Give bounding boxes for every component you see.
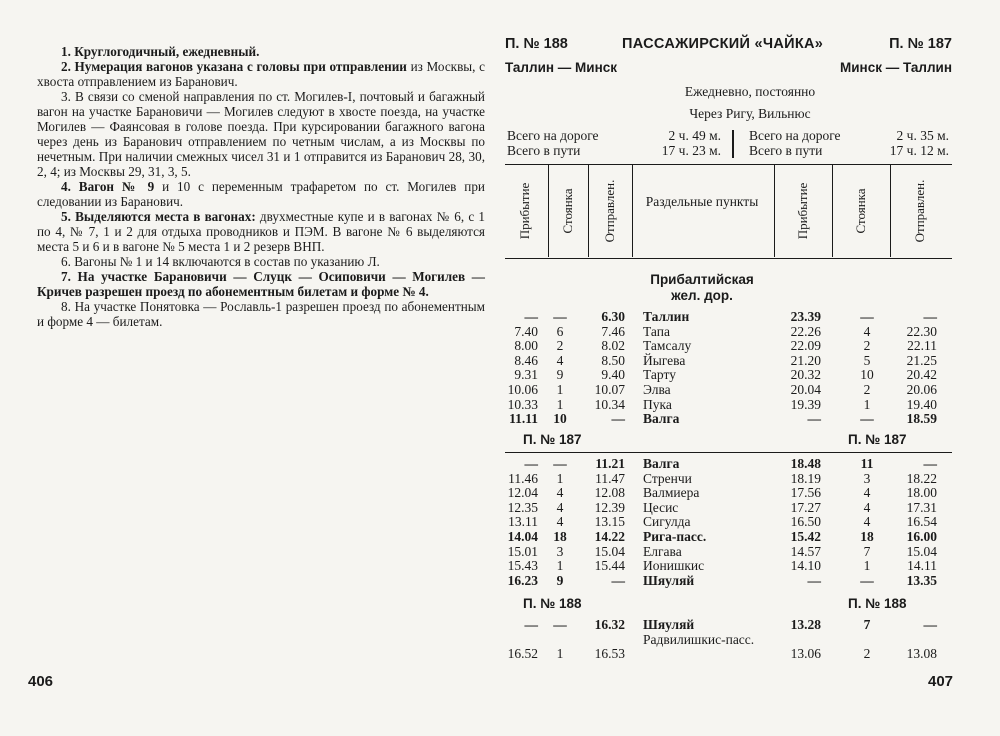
note-3: 3. В связи со сменой направления по ст. Могилев-I, почтовый и багажный вагон на участке Барановичи — Могилев следуют в хвосте поезда, на участке Могилев — Фаянсовая в голове поезда. При курсировании багажного вагона через день из Баранович отправлением по четным числам, а из Москвы по нечетным. При наличии смежных чисел 31 и 1 отправится из Баранович 28, 30, 2, 4; из Москвы 29, 31, 3, 5. bbox=[37, 89, 485, 179]
station-name: Таллин bbox=[643, 309, 690, 324]
column-header-departure-right: Отправлен. bbox=[912, 179, 927, 243]
table-row bbox=[500, 486, 1000, 501]
station-name: Валга bbox=[643, 411, 680, 427]
departure-odd-cell: 14.22 bbox=[594, 528, 625, 544]
station-name: Валмиера bbox=[643, 485, 700, 501]
station-name: Тамсалу bbox=[643, 338, 692, 354]
station-name: Ионишкис bbox=[643, 558, 705, 574]
via-note: Через Ригу, Вильнюс bbox=[689, 106, 811, 121]
departure-odd-cell: — bbox=[611, 572, 625, 588]
stop-odd-cell: 4 bbox=[556, 485, 564, 501]
timetable-block-3 bbox=[500, 618, 1000, 662]
departure-even-cell: 16.54 bbox=[906, 514, 937, 530]
arrival-even-cell: 14.57 bbox=[790, 543, 821, 559]
departure-odd-cell: 13.15 bbox=[594, 514, 625, 530]
table-row bbox=[500, 383, 1000, 398]
table-row bbox=[500, 310, 1000, 325]
column-divider bbox=[632, 165, 633, 257]
arrival-odd-cell: 11.46 bbox=[508, 470, 538, 486]
departure-even-cell: 16.00 bbox=[906, 528, 937, 544]
arrival-odd-cell: 9.31 bbox=[514, 367, 538, 383]
table-row bbox=[500, 339, 1000, 354]
station-name: Рига-пасс. bbox=[643, 528, 707, 544]
travel-time-left: Всего на дороге 2 ч. 49 м. Всего в пути 17 ч. 23 м. bbox=[507, 128, 721, 158]
table-row bbox=[500, 633, 1000, 662]
block-2-rule bbox=[505, 452, 952, 453]
arrival-even-cell: 13.28 bbox=[790, 617, 821, 632]
station-name: Радвилишкис-пасс. bbox=[643, 631, 755, 647]
table-row bbox=[500, 530, 1000, 545]
departure-even-cell: 17.31 bbox=[906, 499, 937, 515]
route-right: Минск — Таллин bbox=[840, 60, 952, 75]
stop-even-cell: 4 bbox=[863, 485, 871, 501]
arrival-even-cell: 15.42 bbox=[790, 528, 821, 544]
note-7: 7. На участке Барановичи — Слуцк — Осиповичи — Могилев — Кричев разрешен проезд по абонементным билетам и форме № 4. bbox=[37, 269, 485, 299]
departure-even-cell: 13.08 bbox=[906, 645, 937, 661]
stop-odd-cell: 2 bbox=[556, 338, 564, 354]
arrival-odd-cell: 10.06 bbox=[507, 381, 538, 397]
arrival-even-cell: 22.26 bbox=[790, 323, 821, 339]
departure-even-cell: 13.35 bbox=[906, 572, 937, 588]
departure-odd-cell: 10.34 bbox=[594, 396, 625, 412]
travel-divider bbox=[732, 130, 734, 158]
arrival-even-cell: 21.20 bbox=[790, 352, 821, 368]
station-name: Шяуляй bbox=[643, 572, 695, 588]
column-divider bbox=[832, 165, 833, 257]
train-number-left: П. № 188 bbox=[505, 36, 568, 52]
departure-even-cell: — bbox=[923, 456, 937, 471]
column-divider bbox=[890, 165, 891, 257]
arrival-odd-cell: — bbox=[524, 617, 538, 632]
departure-even-cell: 18.22 bbox=[906, 470, 937, 486]
table-row bbox=[500, 354, 1000, 369]
arrival-even-cell: — bbox=[807, 411, 821, 427]
stop-odd-cell: 18 bbox=[553, 528, 567, 544]
arrival-odd-cell: 12.35 bbox=[507, 499, 538, 515]
section-title-line-1: Прибалтийская bbox=[650, 272, 754, 287]
table-row bbox=[500, 545, 1000, 560]
column-header-departure-left: Отправлен. bbox=[602, 179, 617, 243]
stop-odd-cell: 4 bbox=[556, 352, 564, 368]
departure-even-cell: — bbox=[923, 617, 937, 632]
stop-even-cell: 2 bbox=[863, 338, 871, 354]
column-divider bbox=[548, 165, 549, 257]
stop-odd-cell: — bbox=[553, 617, 567, 632]
departure-odd-cell: 16.32 bbox=[594, 617, 625, 632]
departure-odd-cell: 11.47 bbox=[595, 470, 625, 486]
arrival-even-cell: 14.10 bbox=[790, 558, 821, 574]
departure-odd-cell: 9.40 bbox=[601, 367, 625, 383]
stop-even-cell: 18 bbox=[860, 528, 874, 544]
arrival-odd-cell: 15.43 bbox=[507, 558, 538, 574]
arrival-odd-cell: — bbox=[524, 309, 538, 324]
table-row bbox=[500, 368, 1000, 383]
stop-even-cell: 10 bbox=[860, 367, 874, 383]
table-row bbox=[500, 325, 1000, 340]
departure-odd-cell: 12.39 bbox=[594, 499, 625, 515]
arrival-even-cell: 19.39 bbox=[790, 396, 821, 412]
stop-odd-cell: 4 bbox=[556, 514, 564, 530]
stop-odd-cell: — bbox=[553, 456, 567, 471]
column-header-stations: Раздельные пункты bbox=[645, 194, 759, 209]
travel-time-right: Всего на дороге 2 ч. 35 м. Всего в пути 17 ч. 12 м. bbox=[749, 128, 949, 158]
page-number-right: 407 bbox=[928, 673, 954, 690]
departure-odd-cell: — bbox=[611, 411, 625, 427]
column-header-stop-left: Стоянка bbox=[560, 188, 575, 234]
stop-even-cell: 1 bbox=[863, 396, 871, 412]
note-5: 5. Выделяются места в вагонах: двухместные купе и в вагонах № 6, с 1 по 4, № 7, 1 и 2 для отдыха проводников и ПЭМ. В вагоне № 6 выделяются места 5 и 6 и в вагоне № 5 места 1 и 2 резерв ВНП. bbox=[37, 209, 485, 254]
stop-odd-cell: 1 bbox=[556, 396, 564, 412]
station-name: Цесис bbox=[643, 499, 679, 515]
right-page bbox=[500, 0, 1000, 736]
stop-even-cell: 4 bbox=[863, 499, 871, 515]
stop-even-cell: 4 bbox=[863, 323, 871, 339]
departure-odd-cell: 15.44 bbox=[594, 558, 625, 574]
route-left: Таллин — Минск bbox=[505, 60, 617, 75]
arrival-odd-cell: 10.33 bbox=[507, 396, 538, 412]
stop-even-cell: 5 bbox=[863, 352, 871, 368]
section-title-line-2: жел. дор. bbox=[671, 288, 733, 303]
table-top-rule bbox=[505, 164, 952, 165]
stop-odd-cell: 6 bbox=[556, 323, 564, 339]
note-2: 2. Нумерация вагонов указана с головы при отправлении из Москвы, с хвоста отправлением из Баранович. bbox=[37, 59, 485, 89]
stop-even-cell: 2 bbox=[863, 645, 871, 661]
arrival-odd-cell: 8.00 bbox=[514, 338, 538, 354]
subheader-187-right: П. № 187 bbox=[848, 432, 907, 447]
subheader-187-left: П. № 187 bbox=[523, 432, 582, 447]
departure-even-cell: 14.11 bbox=[907, 558, 937, 574]
stop-even-cell: — bbox=[860, 309, 874, 324]
stop-even-cell: 3 bbox=[863, 470, 871, 486]
arrival-even-cell: 20.32 bbox=[790, 367, 821, 383]
stop-even-cell: — bbox=[860, 411, 874, 427]
departure-even-cell: 22.30 bbox=[906, 323, 937, 339]
station-name: Сигулда bbox=[643, 514, 691, 530]
table-row bbox=[500, 472, 1000, 487]
departure-odd-cell: 7.46 bbox=[601, 323, 625, 339]
column-header-stop-right: Стоянка bbox=[853, 188, 868, 234]
departure-even-cell: 22.11 bbox=[907, 338, 937, 354]
column-divider bbox=[588, 165, 589, 257]
arrival-odd-cell: 11.11 bbox=[509, 411, 538, 427]
stop-odd-cell: 1 bbox=[556, 381, 564, 397]
departure-even-cell: 18.59 bbox=[906, 411, 937, 427]
arrival-even-cell: — bbox=[807, 572, 821, 588]
arrival-even-cell: 13.06 bbox=[790, 645, 821, 661]
arrival-odd-cell: 7.40 bbox=[514, 323, 538, 339]
note-6: 6. Вагоны № 1 и 14 включаются в состав по указанию Л. bbox=[61, 254, 380, 269]
column-header-arrival-right: Прибытие bbox=[795, 182, 810, 240]
note-1: 1. Круглогодичный, ежедневный. bbox=[61, 44, 260, 59]
departure-odd-cell: 11.21 bbox=[595, 456, 625, 471]
arrival-odd-cell: 16.23 bbox=[507, 572, 538, 588]
departure-odd-cell: 8.50 bbox=[601, 352, 625, 368]
table-row bbox=[500, 412, 1000, 427]
arrival-even-cell: 17.56 bbox=[790, 485, 821, 501]
arrival-odd-cell: 13.11 bbox=[508, 514, 538, 530]
stop-even-cell: 7 bbox=[863, 617, 871, 632]
train-title: ПАССАЖИРСКИЙ «ЧАЙКА» bbox=[622, 36, 824, 52]
departure-odd-cell: 15.04 bbox=[594, 543, 625, 559]
station-name: Тапа bbox=[643, 323, 670, 339]
subheader-188-left: П. № 188 bbox=[523, 596, 582, 611]
stop-odd-cell: 3 bbox=[556, 543, 564, 559]
column-header-arrival-left: Прибытие bbox=[517, 182, 532, 240]
departure-even-cell: 20.42 bbox=[906, 367, 937, 383]
stop-odd-cell: 9 bbox=[556, 367, 564, 383]
table-row bbox=[500, 559, 1000, 574]
arrival-even-cell: 16.50 bbox=[790, 514, 821, 530]
notes-list bbox=[37, 44, 485, 329]
stop-even-cell: — bbox=[860, 572, 874, 588]
departure-odd-cell: 12.08 bbox=[594, 485, 625, 501]
subheader-188-right: П. № 188 bbox=[848, 596, 907, 611]
arrival-odd-cell: 15.01 bbox=[507, 543, 538, 559]
arrival-odd-cell: 12.04 bbox=[507, 485, 538, 501]
arrival-even-cell: 18.48 bbox=[790, 456, 821, 471]
table-row bbox=[500, 515, 1000, 530]
departure-even-cell: — bbox=[923, 309, 937, 324]
arrival-odd-cell: 8.46 bbox=[514, 352, 538, 368]
departure-odd-cell: 10.07 bbox=[594, 381, 625, 397]
station-name: Елгава bbox=[643, 543, 682, 559]
column-divider bbox=[774, 165, 775, 257]
table-row bbox=[500, 501, 1000, 516]
stop-even-cell: 7 bbox=[863, 543, 871, 559]
timetable-block-1 bbox=[500, 310, 1000, 427]
station-name: Йыгева bbox=[643, 352, 686, 368]
stop-odd-cell: 1 bbox=[556, 645, 564, 661]
arrival-even-cell: 18.19 bbox=[790, 470, 821, 486]
station-name: Стренчи bbox=[643, 470, 692, 486]
arrival-even-cell: 22.09 bbox=[790, 338, 821, 354]
departure-odd-cell: 6.30 bbox=[601, 309, 625, 324]
note-8: 8. На участке Понятовка — Рославль-1 разрешен проезд по абонементным и форме 4 — билетам. bbox=[37, 299, 485, 329]
page-number-left: 406 bbox=[28, 673, 54, 690]
station-name: Элва bbox=[643, 381, 671, 397]
stop-odd-cell: 4 bbox=[556, 499, 564, 515]
table-row bbox=[500, 574, 1000, 589]
departure-odd-cell: 8.02 bbox=[601, 338, 625, 354]
stop-even-cell: 11 bbox=[860, 456, 874, 471]
station-name: Валга bbox=[643, 456, 680, 471]
departure-even-cell: 18.00 bbox=[906, 485, 937, 501]
table-row bbox=[500, 457, 1000, 472]
departure-odd-cell: 16.53 bbox=[594, 645, 625, 661]
table-row bbox=[500, 398, 1000, 413]
arrival-odd-cell: — bbox=[524, 456, 538, 471]
stop-odd-cell: 1 bbox=[556, 470, 564, 486]
arrival-even-cell: 23.39 bbox=[790, 309, 821, 324]
stop-odd-cell: 1 bbox=[556, 558, 564, 574]
stop-odd-cell: 10 bbox=[553, 411, 567, 427]
departure-even-cell: 20.06 bbox=[906, 381, 937, 397]
stop-even-cell: 2 bbox=[863, 381, 871, 397]
departure-even-cell: 21.25 bbox=[906, 352, 937, 368]
departure-even-cell: 19.40 bbox=[906, 396, 937, 412]
stop-even-cell: 1 bbox=[863, 558, 871, 574]
arrival-odd-cell: 16.52 bbox=[507, 645, 538, 661]
stop-even-cell: 4 bbox=[863, 514, 871, 530]
stop-odd-cell: 9 bbox=[556, 572, 564, 588]
arrival-even-cell: 20.04 bbox=[790, 381, 821, 397]
stop-odd-cell: — bbox=[553, 309, 567, 324]
table-header-rule bbox=[505, 258, 952, 259]
table-row bbox=[500, 618, 1000, 633]
train-number-right: П. № 187 bbox=[889, 36, 952, 52]
note-4: 4. Вагон № 9 и 10 с переменным трафаретом по ст. Могилев при следовании из Баранович. bbox=[37, 179, 485, 209]
schedule-note: Ежедневно, постоянно bbox=[684, 84, 816, 99]
station-name: Пука bbox=[643, 396, 672, 412]
station-name: Тарту bbox=[643, 367, 676, 383]
departure-even-cell: 15.04 bbox=[906, 543, 937, 559]
station-name: Шяуляй bbox=[643, 617, 695, 632]
arrival-odd-cell: 14.04 bbox=[507, 528, 538, 544]
arrival-even-cell: 17.27 bbox=[790, 499, 821, 515]
timetable-block-2 bbox=[500, 457, 1000, 588]
